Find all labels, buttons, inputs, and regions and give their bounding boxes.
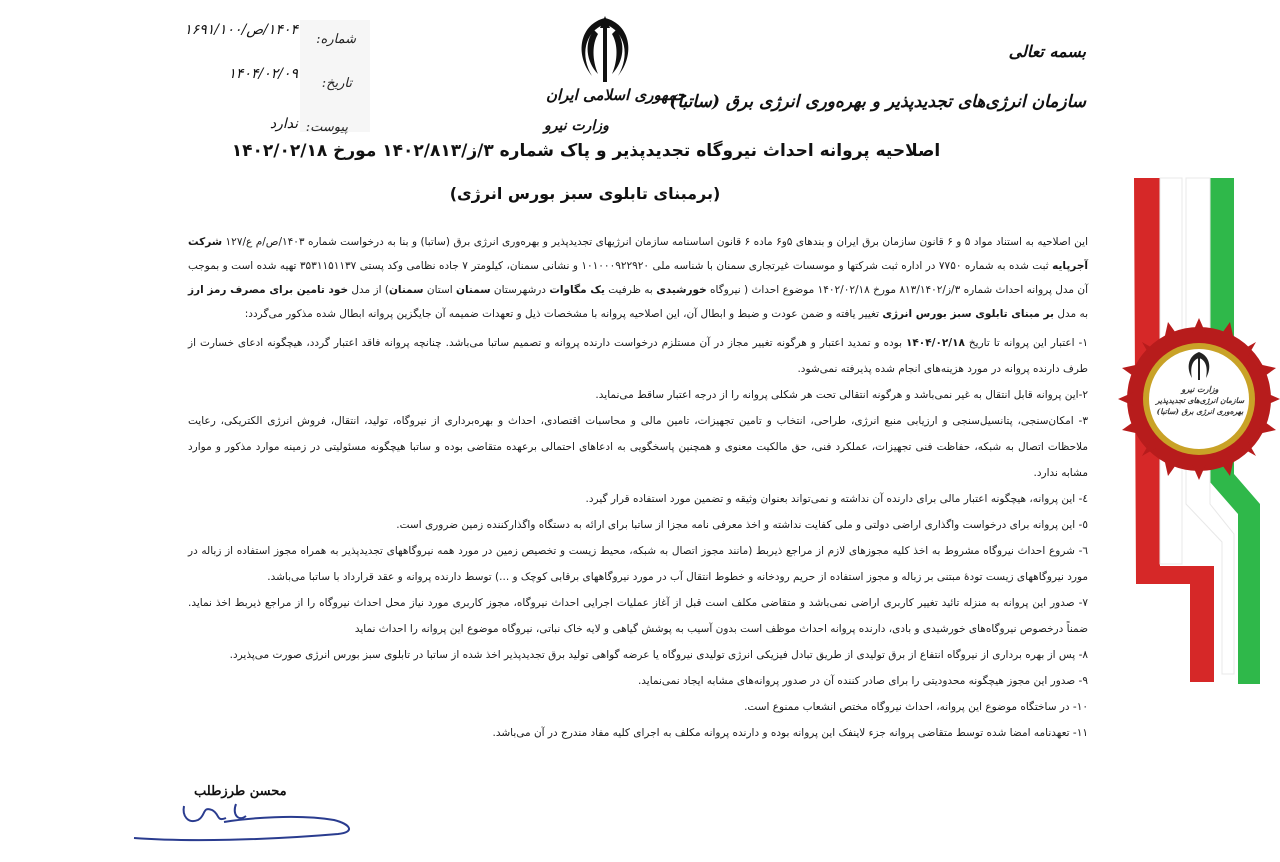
intro-text: ثبت شده به شماره ۷۷۵۰ در اداره ثبت شرکتها و موسسات غیرتجاری سمنان با شناسه ملی ۱۰۱۰۰۰۹۲۲۹۲۰ و نشانی سمنان، کیلومتر ۷ جاده نظامی وکد پستی ۳۵۳۱۱۵۱۱۳۷ تهیه شده است و بموجب آن مدل پروانه احداث شماره ۳/ز/۸۱۳/۱۴۰۲ مورخ ۱۴۰۲/۰۲/۱۸ موضوع احداث ( نیروگاه <box>188 260 1088 296</box>
clause-2: ۲-این پروانه قابل انتقال به غیر نمی‌باشد و هرگونه انتقالی تحت هر شکلی پروانه را از درجه اعتبار ساقط می‌نماید. <box>595 389 1088 401</box>
old-model: خود تامین برای مصرف رمز ارز <box>188 284 349 296</box>
clauses-list <box>188 330 1088 746</box>
country-name: جمهوری اسلامی ایران <box>546 86 687 104</box>
seal-text <box>1148 384 1252 417</box>
organization-name: سازمان انرژی‌های تجدیدپذیر و بهره‌وری انرژی برق (ساتبا) <box>669 92 1086 112</box>
intro-text: ) از مدل <box>348 284 389 296</box>
seal-org-line2: بهره‌وری انرژی برق (ساتبا) <box>1156 407 1244 416</box>
plant-capacity: یک مگاوات <box>549 284 605 296</box>
company-name: شرکت آجرپایه <box>188 236 1089 272</box>
attachment-label: پیوست: <box>305 120 348 135</box>
clause-5: ٥- این پروانه برای درخواست واگذاری اراضی دولتی و ملی کفایت نداشته و اخذ معرفی نامه مجزا از ساتبا برای ارائه به دستگاه واگذارکننده زمین ضروری است. <box>396 519 1088 531</box>
intro-text: به ظرفیت <box>604 284 657 296</box>
signature-scribble <box>128 798 358 848</box>
date-label: تاریخ: <box>321 76 352 91</box>
date-value: ۱۴۰۴/۰۲/۰۹ <box>228 66 298 82</box>
clause-1: ۱- اعتبار این پروانه تا تاریخ ۱۴۰۴/۰۲/۱۸ بوده و تمدید اعتبار و هرگونه تغییر مجاز در آن مستلزم درخواست دارنده پروانه و تصمیم ساتبا می‌باشد. چنانچه پروانه فاقد اعتبار گردد، هیچگونه ادعای خسارت از طرف دارنده پروانه در مورد هزینه‌های انجام شده پذیرفته نمی‌شود. <box>188 337 1088 375</box>
validity-date: ۱۴۰۴/۰۲/۱۸ <box>905 337 965 349</box>
clause-4: ٤- این پروانه، هیچگونه اعتبار مالی برای دارنده آن نداشته و نمی‌تواند بعنوان وثیقه و تضمین مورد استفاده قرار گیرد. <box>585 493 1088 505</box>
intro-text: تغییر یافته و ضمن عودت و ضبط و ابطال آن، این اصلاحیه پروانه با مشخصات ذیل و تعهدات ضمیمه آن جایگزین پروانه ابطال شده مذکور می‌گردد: <box>244 308 883 320</box>
clause-11: ۱۱- تعهدنامه امضا شده توسط متقاضی پروانه جزء لاینفک این پروانه بوده و دارنده پروانه مکلف به اجرای کلیه مفاد مندرج در آن می‌باشد. <box>492 727 1088 739</box>
clause-9: ٩- صدور این مجوز هیچگونه محدودیتی را برای صادر کننده آن در صدور پروانه‌های مشابه ایجاد نمی‌نماید. <box>637 675 1088 687</box>
seal-org-line1: سازمان انرژی‌های تجدیدپذیر <box>1155 396 1245 405</box>
iran-emblem <box>560 14 650 86</box>
clause-10: ۱۰- در ساختگاه موضوع این پروانه، احداث نیروگاه مختص انشعاب ممنوع است. <box>744 701 1088 713</box>
document-title: اصلاحیه پروانه احداث نیروگاه تجدیدپذیر و پاک شماره ۳/ز/۱۴۰۲/۸۱۳ مورخ ۱۴۰۲/۰۲/۱۸ <box>231 141 941 161</box>
province-name: سمنان <box>388 284 424 296</box>
new-model: بر مبنای تابلوی سبز بورس انرژی <box>882 308 1054 320</box>
iran-emblem-icon <box>560 14 650 86</box>
attachment-value: ندارد <box>269 116 298 132</box>
clause-7: ٧- صدور این پروانه به منزله تائید تغییر کاربری اراضی نمی‌باشد و متقاضی مکلف است قبل از آغاز عملیات اجرایی احداث نیروگاه، مجوز کاربری مورد نیاز محل احداث نیروگاه را از مراجع ذیربط اخذ نماید. ضمناً درخصوص نیروگاه‌های خورشیدی و بادی، دارنده پروانه احداث موظف است بدون آسیب به پوشش گیاهی و لایه خاک نباتی، نیروگاه موضوع این پروانه را احداث نماید <box>188 597 1088 635</box>
clause-8: ۸- پس از بهره برداری از نیروگاه انتفاع از برق تولیدی از طریق تبادل فیزیکی انرژی تولیدی نیروگاه یا عرضه گواهی تولید برق تجدیدپذیر اخذ شده از ساتبا در تابلوی سبز بورس انرژی صورت می‌پذیرد. <box>229 649 1088 661</box>
seal-ministry: وزارت نیرو <box>1181 384 1219 394</box>
intro-text: به مدل <box>1054 308 1088 320</box>
intro-text: استان <box>423 284 457 296</box>
clause-6: ٦- شروع احداث نیروگاه مشروط به اخذ کلیه مجوزهای لازم از مراجع ذیربط (مانند مجوز اتصال به شبکه، محیط زیست و تخصیص زمین در مورد همه نیروگاههای تجدیدپذیر به همراه مجوز استفاده از زباله در مورد نیروگاههای زیست تودهٔ مبتنی بر زباله و مجوز استفاده از حریم رودخانه و خطوط انتقال آب در مورد نیروگاههای برقابی کوچک و ...) توسط دارنده پروانه و عقد قرارداد با ساتبا می‌باشد. <box>188 545 1088 583</box>
signer-name: محسن طرزطلب <box>194 784 287 799</box>
bismillah: بسمه تعالی <box>1008 42 1086 61</box>
plant-type: خورشیدی <box>656 284 707 296</box>
intro-text: درشهرستان <box>490 284 550 296</box>
intro-text: این اصلاحیه به استناد مواد ۵ و ۶ قانون سازمان برق ایران و بندهای ۵و۶ ماده ۶ قانون اساسنامه سازمان انرژیهای تجدیدپذیر و بهره‌وری انرژی برق (ساتبا) و بنا به درخواست شماره ۱۴۰۳/ص/م ع/۱۲۷ <box>222 236 1088 248</box>
clause-3: ۳- امکان‌سنجی، پتانسیل‌سنجی و ارزیابی منبع انرژی، طراحی، انتخاب و تامین تجهیزات، تامین مالی و محاسبات اقتصادی، احداث و بهره‌برداری از نیروگاه، تولید، انتقال، فروش انرژی الکتریکی، رعایت ملاحظات اتصال به شبکه، حفاظت فنی تجهیزات، عملکرد فنی، حق مالکیت معنوی و همچنین پاسخگویی به ادعاهای احتمالی برعهده متقاضی بوده و ساتبا هیچگونه مسئولیتی در زمینه موارد مذکور و موارد مشابه ندارد. <box>188 415 1088 479</box>
city-name: سمنان <box>456 284 491 296</box>
number-label: شماره: <box>316 32 356 47</box>
ministry-name: وزارت نیرو <box>544 118 609 134</box>
document-subtitle: (برمبنای تابلوی سبز بورس انرژی) <box>449 184 721 203</box>
signature-icon <box>128 798 358 848</box>
number-value: ۱۴۰۴/ص/۱۶۹۱/۱۰۰ <box>184 22 298 38</box>
meta-block <box>170 20 370 140</box>
intro-paragraph <box>188 230 1088 326</box>
